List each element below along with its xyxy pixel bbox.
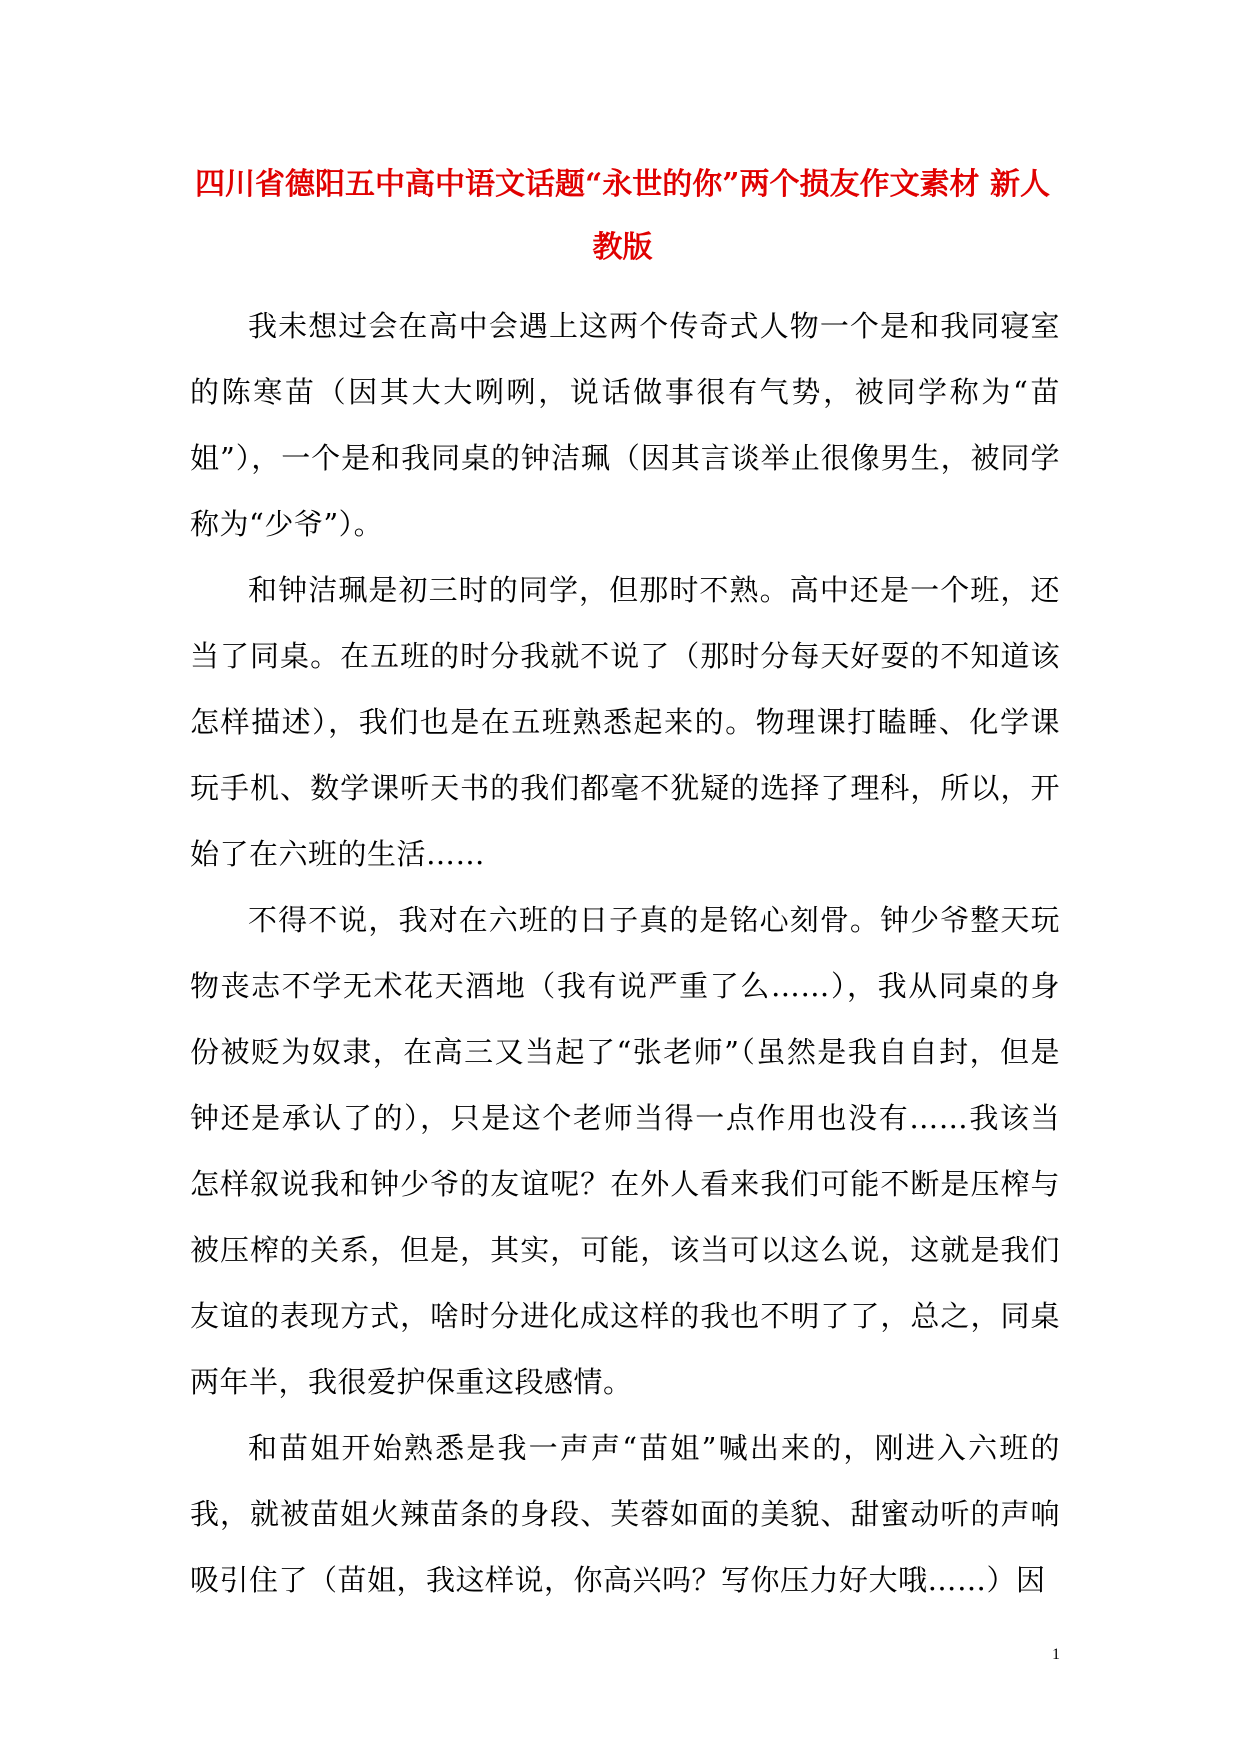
paragraph-3: 不得不说，我对在六班的日子真的是铭心刻骨。钟少爷整天玩物丧志不学无术花天酒地（我有说严重了么……），我从同桌的身份被贬为奴隶，在高三又当起了“张老师”（虽然是我自自封，但是钟还是承认了的），只是这个老师当得一点作用也没有……我该当怎样叙说我和钟少爷的友谊呢？在外人看来我们可能不断是压榨与被压榨的关系，但是，其实，可能，该当可以这么说，这就是我们友谊的表现方式，啥时分进化成这样的我也不明了了，总之，同桌两年半，我很爱护保重这段感情。 [190, 903, 1060, 1399]
page-number: 1 [1052, 1646, 1060, 1663]
document-title-line-2: 教版 [592, 230, 653, 265]
document-title-line-1: 四川省德阳五中高中语文话题“永世的你”两个损友作文素材 新人 [195, 167, 1050, 202]
paragraph-1: 我未想过会在高中会遇上这两个传奇式人物一个是和我同寝室的陈寒苗（因其大大咧咧，说话做事很有气势，被同学称为“苗姐”），一个是和我同桌的钟洁珮（因其言谈举止很像男生，被同学称为“少爷”）。 [190, 309, 1060, 541]
paragraph-4: 和苗姐开始熟悉是我一声声“苗姐”喊出来的，刚进入六班的我，就被苗姐火辣苗条的身段、芙蓉如面的美貌、甜蜜动听的声响吸引住了（苗姐，我这样说，你高兴吗？写你压力好大哦……）因 [190, 1431, 1060, 1597]
paragraph-2: 和钟洁珮是初三时的同学，但那时不熟。高中还是一个班，还当了同桌。在五班的时分我就不说了（那时分每天好耍的不知道该怎样描述），我们也是在五班熟悉起来的。物理课打瞌睡、化学课玩手机、数学课听天书的我们都毫不犹疑的选择了理科，所以，开始了在六班的生活…… [190, 573, 1060, 871]
document-body [190, 293, 1060, 1613]
